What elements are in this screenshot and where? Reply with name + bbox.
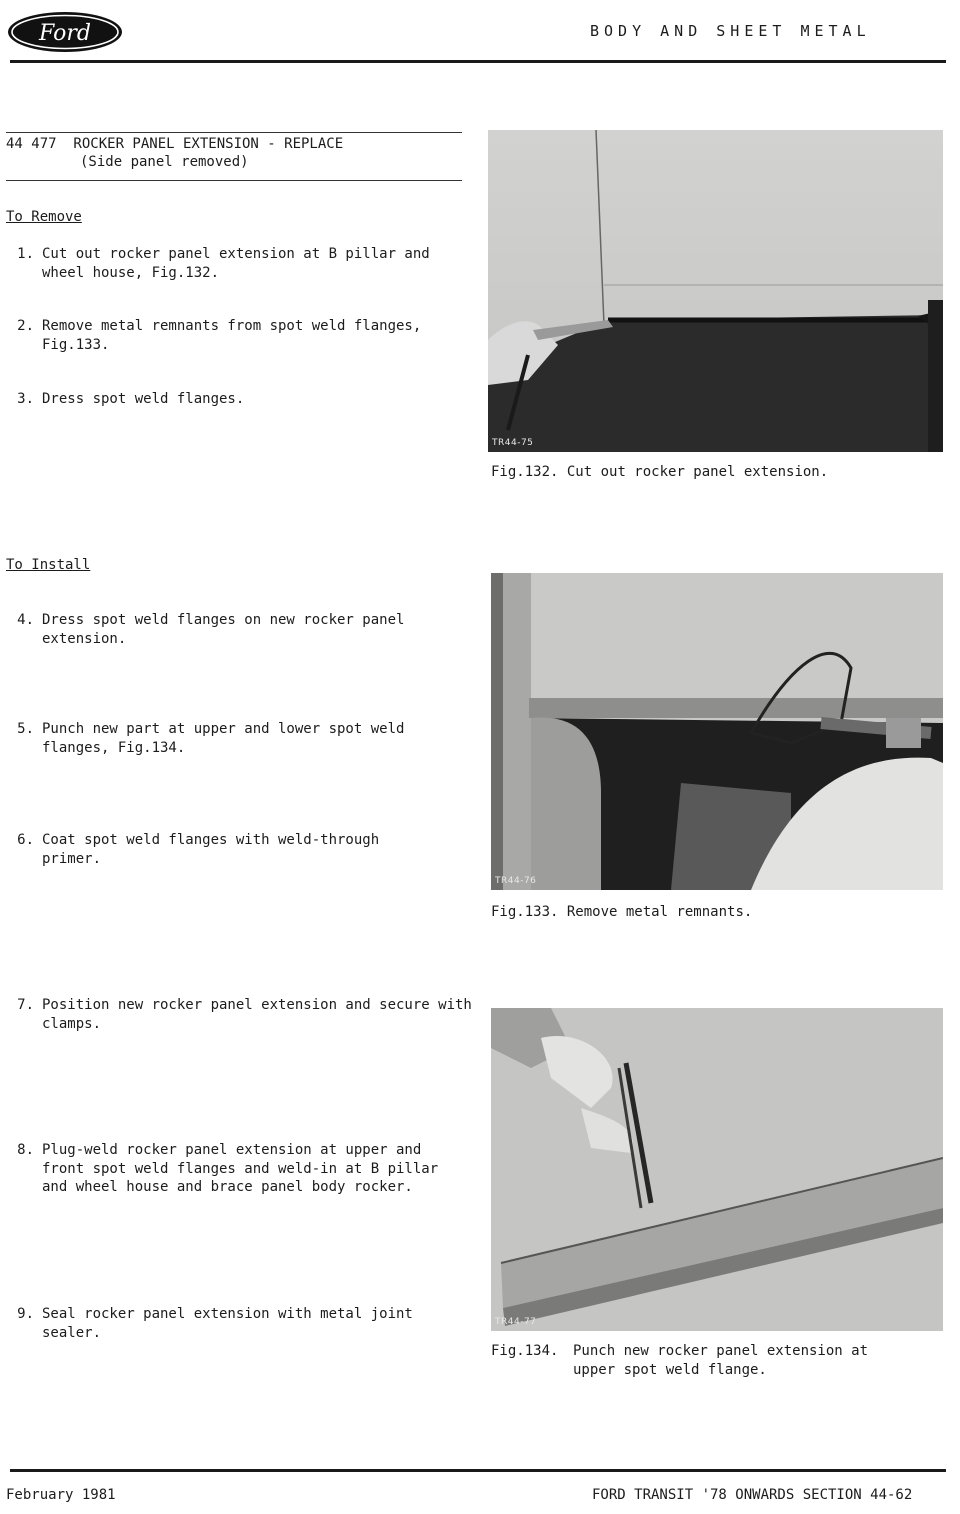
heading-top-rule [6, 132, 462, 133]
step-number: 5. [17, 721, 34, 737]
step-1 [6, 245, 476, 285]
procedure-subtitle: (Side panel removed) [80, 154, 249, 170]
figure-132-tag: TR44-75 [492, 438, 534, 448]
step-number: 1. [17, 246, 34, 262]
step-number: 6. [17, 832, 34, 848]
figure-caption-text: Cut out rocker panel extension. [566, 464, 829, 480]
figure-134-photo [491, 1008, 943, 1331]
step-7 [6, 996, 476, 1036]
figure-label: Fig.134. [491, 1343, 559, 1359]
logo-wordmark: Ford [39, 21, 91, 46]
step-number: 4. [17, 612, 34, 628]
step-2 [6, 317, 476, 357]
step-8 [6, 1141, 476, 1221]
step-text: Plug-weld rocker panel extension at upper and front spot weld flanges and weld-in at B pillar and wheel house and brace panel body rocker. [42, 1142, 439, 1195]
step-6 [6, 831, 476, 871]
step-text: Position new rocker panel extension and secure with clamps. [42, 997, 472, 1032]
step-text: Dress spot weld flanges. [42, 391, 245, 407]
remove-heading: To Remove [6, 209, 82, 225]
step-text: Cut out rocker panel extension at B pillar and wheel house, Fig.132. [42, 246, 430, 281]
section-title: BODY AND SHEET METAL [590, 22, 871, 40]
figure-132-photo [488, 130, 943, 452]
figure-133-tag: TR44-76 [495, 876, 537, 886]
footer-reference: FORD TRANSIT '78 ONWARDS SECTION 44-62 [592, 1487, 913, 1503]
step-text: Dress spot weld flanges on new rocker panel extension. [42, 612, 405, 647]
ford-logo [6, 10, 124, 54]
step-number: 8. [17, 1142, 34, 1158]
step-3 [6, 390, 476, 410]
step-number: 9. [17, 1306, 34, 1322]
step-text: Coat spot weld flanges with weld-through primer. [42, 832, 380, 867]
figure-133-photo [491, 573, 943, 890]
header-rule [10, 60, 946, 63]
install-heading: To Install [6, 557, 91, 573]
heading-bottom-rule [6, 180, 462, 181]
step-text: Remove metal remnants from spot weld flanges, Fig.133. [42, 318, 422, 353]
step-number: 7. [17, 997, 34, 1013]
footer-date: February 1981 [6, 1487, 116, 1503]
step-number: 2. [17, 318, 34, 334]
step-5 [6, 720, 476, 760]
figure-132-caption [491, 463, 951, 482]
figure-134-tag: TR44-77 [495, 1317, 537, 1327]
figure-caption-text: Punch new rocker panel extension at upper spot weld flange. [573, 1343, 869, 1378]
figure-label: Fig.133. [491, 904, 559, 920]
footer-rule [10, 1469, 946, 1472]
step-text: Seal rocker panel extension with metal joint sealer. [42, 1306, 413, 1341]
figure-133-caption [491, 903, 951, 922]
step-text: Punch new part at upper and lower spot weld flanges, Fig.134. [42, 721, 405, 756]
figure-caption-text: Remove metal remnants. [566, 904, 753, 920]
procedure-title: 44 477 ROCKER PANEL EXTENSION - REPLACE [6, 136, 344, 152]
step-9 [6, 1305, 476, 1345]
figure-label: Fig.132. [491, 464, 559, 480]
step-4 [6, 611, 476, 651]
step-number: 3. [17, 391, 34, 407]
